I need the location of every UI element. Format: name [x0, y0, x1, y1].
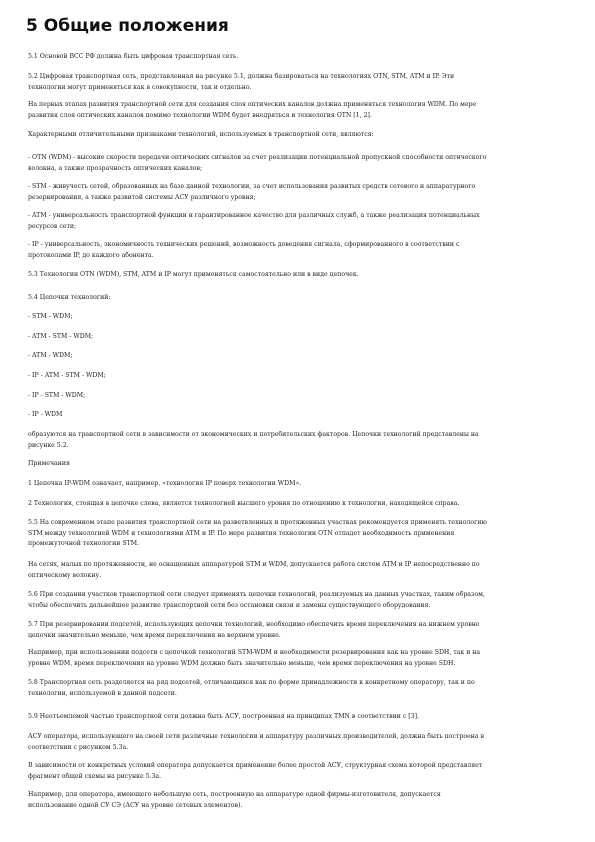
- paragraph-line: - STM - WDM;: [28, 313, 73, 320]
- paragraph-line: Например, при использовании подсети с цепочкой технологий STM-WDM и необходимости резервирования как на уровне SDH, так и на: [28, 649, 481, 656]
- paragraph-line: АСУ оператора, использующего на своей сети различные технологии и аппаратуру различных производителей, должна быть построена в: [28, 733, 485, 740]
- paragraph-line: - OTN (WDM) - высокие скорости передачи оптических сигналов за счет реализации потенциальной пропускной способности оптического: [28, 154, 487, 161]
- paragraph-p-wdm: [28, 100, 571, 121]
- paragraph-line: 5.7 При резервировании подсетей, использующих цепочки технологий, необходимо обеспечить время переключения на нижнем уровне: [28, 621, 480, 628]
- paragraph-p-short: [28, 560, 571, 581]
- paragraph-p5-1: [28, 52, 571, 63]
- paragraph-p-dep: [28, 761, 571, 782]
- paragraph-line: В зависимости от конкретных условий оператора допускается применение более простой АСУ, структурная схема которой представляет: [28, 762, 483, 769]
- paragraph-c3: [28, 351, 571, 362]
- paragraph-c4: [28, 371, 571, 382]
- paragraph-p5-9: [28, 712, 571, 723]
- paragraph-line: - IP - STM - WDM;: [28, 392, 86, 399]
- paragraph-line: резервирования, а также развитой системы АСУ различного уровня;: [28, 193, 256, 201]
- paragraph-p-otn: [28, 153, 571, 174]
- paragraph-p5-7: [28, 620, 571, 641]
- paragraph-line: Примечания: [28, 460, 70, 467]
- paragraph-n2: [28, 499, 571, 510]
- paragraph-p-notes: [28, 459, 571, 470]
- paragraph-p-char: [28, 130, 571, 141]
- paragraph-line: развития слоя оптических каналов помимо технологии WDM будет внедряться и технология OTN [1, 2].: [28, 111, 372, 119]
- paragraph-line: протоколами IP, до каждого абонента.: [28, 251, 154, 259]
- paragraph-p-stm: [28, 182, 571, 203]
- paragraph-line: 5.2 Цифровая транспортная сеть, представленная на рисунке 5.1, должна базироваться на технологиях OTN, STM, ATM и IP. Эти: [28, 73, 455, 80]
- paragraph-line: 5.3 Технологии OTN (WDM), STM, ATM и IP могут применяться самостоятельно или в виде цепочек.: [28, 271, 359, 278]
- paragraph-line: - IP - универсальность, экономичность технических решений, возможность доведения сигнала, сформированного в соответствии с: [28, 241, 460, 248]
- paragraph-line: - IP - ATM - STM - WDM;: [28, 372, 106, 379]
- paragraph-p5-3: [28, 270, 571, 281]
- paragraph-line: цепочки значительно меньше, чем время переключения на верхнем уровне.: [28, 631, 281, 639]
- paragraph-line: 5.8 Транспортная сеть разделяется на ряд подсетей, отличающихся как по форме принадлежности к конкретному оператору, так и по: [28, 679, 475, 686]
- paragraph-line: - ATM - универсальность транспортной функции и гарантированное качество для различных служб, а также реализация потенциальных: [28, 212, 480, 219]
- page-title: 5 Общие положения: [26, 16, 229, 36]
- paragraph-line: образуются на транспортной сети в зависимости от экономических и потребительских факторов. Цепочки технологий представлены на: [28, 431, 479, 438]
- paragraph-p-ip: [28, 240, 571, 261]
- paragraph-line: Характерными отличительными признаками технологий, используемых в транспортной сети, являются:: [28, 131, 374, 138]
- paragraph-line: - ATM - STM - WDM;: [28, 333, 94, 340]
- paragraph-line: На сетях, малых по протяженности, не оснащенных аппаратурой STM и WDM, допускается работа систем ATM и IP непосредственно по: [28, 561, 480, 568]
- paragraph-line: 5.1 Основой ВСС РФ должна быть цифровая транспортная сеть.: [28, 53, 239, 60]
- paragraph-line: На первых этапах развития транспортной сети для создания слоя оптических каналов должна применяться технология WDM. По мере: [28, 101, 477, 108]
- paragraph-line: оптическому волокну.: [28, 571, 102, 579]
- paragraph-line: 5.6 При создании участков транспортной сети следует применять цепочки технологий, реализуемых на данных участках, таким образом,: [28, 591, 485, 598]
- paragraph-n1: [28, 479, 571, 490]
- paragraph-line: 5.4 Цепочки технологий:: [28, 294, 111, 301]
- paragraph-p-asu: [28, 732, 571, 753]
- paragraph-line: технологии могут применяться как в совокупности, так и отдельно.: [28, 83, 252, 91]
- paragraph-p-example: [28, 648, 571, 669]
- paragraph-p5-4: [28, 293, 571, 304]
- paragraph-line: - IP - WDM: [28, 411, 63, 418]
- paragraph-line: ресурсов сети;: [28, 222, 77, 230]
- paragraph-p5-5: [28, 518, 571, 550]
- paragraph-line: 2 Технология, стоящая в цепочке слева, является технологией высшего уровня по отношению к технологии, находящейся справа.: [28, 500, 460, 507]
- paragraph-line: - STM - живучесть сетей, образованных на базе данной технологии, за счет использования развитых средств сетевого и аппаратурного: [28, 183, 476, 190]
- paragraph-p5-2: [28, 72, 571, 93]
- paragraph-line: фрагмент общей схемы на рисунке 5.3а.: [28, 772, 162, 780]
- paragraph-p-chains: [28, 430, 571, 451]
- paragraph-p-atm: [28, 211, 571, 232]
- paragraph-line: волокна, а также прозрачность оптических каналов;: [28, 164, 203, 172]
- paragraph-line: STM между технологией WDM и технологиями ATM и IP. По мере развития технологии OTN отпадет необходимость применения: [28, 529, 455, 537]
- paragraph-line: уровне WDM, время переключения на уровне WDM должно быть значительно меньше, чем время переключения на уровне SDH.: [28, 659, 456, 667]
- paragraph-c1: [28, 312, 571, 323]
- paragraph-c6: [28, 410, 571, 421]
- paragraph-line: чтобы обеспечить дальнейшее развитие транспортной сети без остановки связи и замены существующего оборудования.: [28, 601, 431, 609]
- paragraph-line: 5.9 Неотъемлемой частью транспортной сети должна быть АСУ, построенная на принципах TMN в соответствии с [3].: [28, 713, 420, 720]
- paragraph-line: 1 Цепочка IP-WDM означает, например, «технология IP поверх технологии WDM».: [28, 480, 302, 487]
- paragraph-p5-8: [28, 678, 571, 699]
- paragraph-line: использование одной СУ СЭ (АСУ на уровне сетевых элементов).: [28, 801, 243, 809]
- paragraph-line: - ATM - WDM;: [28, 352, 73, 359]
- paragraph-line: рисунке 5.2.: [28, 441, 69, 449]
- paragraph-p5-6: [28, 590, 571, 611]
- paragraph-c5: [28, 391, 571, 402]
- paragraph-line: Например, для оператора, имеющего небольшую сеть, построенную на аппаратуре одной фирмы-изготовителя, допускается: [28, 791, 441, 798]
- paragraph-line: промежуточной технологии STM.: [28, 540, 140, 547]
- paragraph-c2: [28, 332, 571, 343]
- paragraph-line: технологии, используемой в данной подсети.: [28, 689, 177, 697]
- paragraph-line: 5.5 На современном этапе развития транспортной сети на разветвленных и протяженных участках рекомендуется применять технологию: [28, 519, 487, 526]
- paragraph-p-small: [28, 790, 571, 811]
- paragraph-line: соответствии с рисунком 5.3а.: [28, 743, 129, 751]
